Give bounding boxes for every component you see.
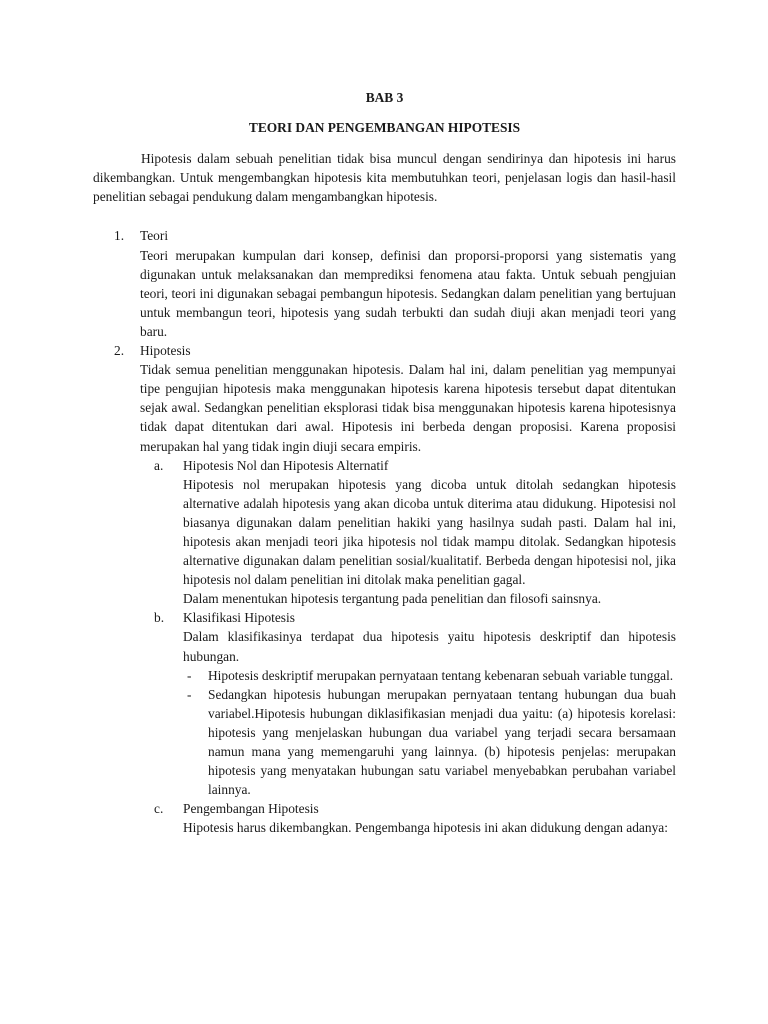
- section-heading: Teori: [140, 228, 169, 244]
- list-item: [183, 685, 676, 800]
- list-item: [183, 666, 676, 685]
- bullet-dash: -: [187, 686, 192, 702]
- subsection-body: Hipotesis nol merupakan hipotesis yang dicoba untuk ditolah sedangkan hipotesis alternative adalah hipotesis yang akan dicoba untuk diterima atau didukung. Hipotesisi nol biasanya digunakan dalam penelitian hakiki yang hasilnya sudah pasti. Dalam hal ini, hipotesis akan menjadi teori jika hipotesis nol tidak mampu ditolak. Sedangkan hipotesis alternative digunakan dalam penelitian sosial/kualitatif. Berbeda dengan hipotesisi nol, jika hipotesis nol dalam penelitian ini ditolak maka penelitian gagal.: [183, 476, 676, 588]
- bullet-text: Sedangkan hipotesis hubungan merupakan pernyataan tentang hubungan dua buah variabel.Hipotesis hubungan diklasifikasian menjadi dua yaitu: (a) hipotesis korelasi: hipotesis yang menjelaskan hubungan dua variabel yang terjadi secara bersamaan namun mana yang memengaruhi yang lainnya. (b) hipotesis penjelas: merupakan hipotesis yang menyatakan hubungan satu variabel menyebabkan perubahan variabel lainnya.: [208, 686, 676, 798]
- subsection-body: Hipotesis harus dikembangkan. Pengembanga hipotesis ini akan didukung dengan adanya:: [183, 820, 668, 836]
- bullet-text: Hipotesis deskriptif merupakan pernyataan tentang kebenaran sebuah variable tunggal.: [208, 667, 674, 683]
- section-teori: [93, 226, 676, 341]
- subsection-heading: Klasifikasi Hipotesis: [183, 610, 295, 626]
- subsection-letter: c.: [154, 801, 164, 817]
- section-number: 2.: [114, 343, 125, 359]
- bullet-dash: -: [187, 667, 192, 683]
- subsection-body-continued: Dalam menentukan hipotesis tergantung pada penelitian dan filosofi sainsnya.: [183, 591, 602, 607]
- intro-paragraph: Hipotesis dalam sebuah penelitian tidak bisa muncul dengan sendirinya dan hipotesis ini harus dikembangkan. Untuk mengembangkan hipotesis kita membutuhkan teori, penjelasan logis dan hasil-hasil penelitian sebagai pendukung dalam mengambangkan hipotesis.: [93, 151, 676, 205]
- document-page: [93, 88, 676, 837]
- section-number: 1.: [114, 228, 125, 244]
- subsection-body: Dalam klasifikasinya terdapat dua hipotesis yaitu hipotesis deskriptif dan hipotesis hubungan.: [183, 629, 676, 664]
- section-heading: Hipotesis: [140, 343, 191, 359]
- chapter-number: BAB 3: [365, 90, 404, 105]
- section-hipotesis: [93, 341, 676, 837]
- section-body: Tidak semua penelitian menggunakan hipotesis. Dalam hal ini, dalam penelitian yag mempunyai tipe pengujian hipotesis maka menggunakan hipotesis karena hipotesis tersebut dapat ditentukan sejak awal. Sedangkan penelitian eksplorasi tidak bisa menggunakan hipotesis karena hipotesisnya tidak dapat ditentukan dari awal. Hipotesis ini berbeda dengan proposisi. Karena proposisi merupakan hal yang tidak ingin diuji secara empiris.: [140, 362, 676, 454]
- subsection-heading: Hipotesis Nol dan Hipotesis Alternatif: [183, 457, 389, 473]
- subsection-pengembangan: [136, 799, 676, 837]
- chapter-title: TEORI DAN PENGEMBANGAN HIPOTESIS: [248, 120, 521, 136]
- subsection-hipotesis-nol: [136, 456, 676, 609]
- subsection-heading: Pengembangan Hipotesis: [183, 801, 319, 817]
- section-body: Teori merupakan kumpulan dari konsep, definisi dan proporsi-proporsi yang sistematis yang digunakan untuk melaksanakan dan memprediksi fenomena atau fakta. Untuk sebuah pengjuian teori, teori ini digunakan sebagai pembangun hipotesis. Sedangkan dalam penelitian yang bertujuan untuk membangun teori, hipotesis yang sudah terbukti dan sudah diuji akan menjadi teori yang baru.: [140, 247, 676, 339]
- subsection-klasifikasi: [136, 608, 676, 799]
- subsection-letter: a.: [154, 457, 164, 473]
- subsection-letter: b.: [154, 610, 165, 626]
